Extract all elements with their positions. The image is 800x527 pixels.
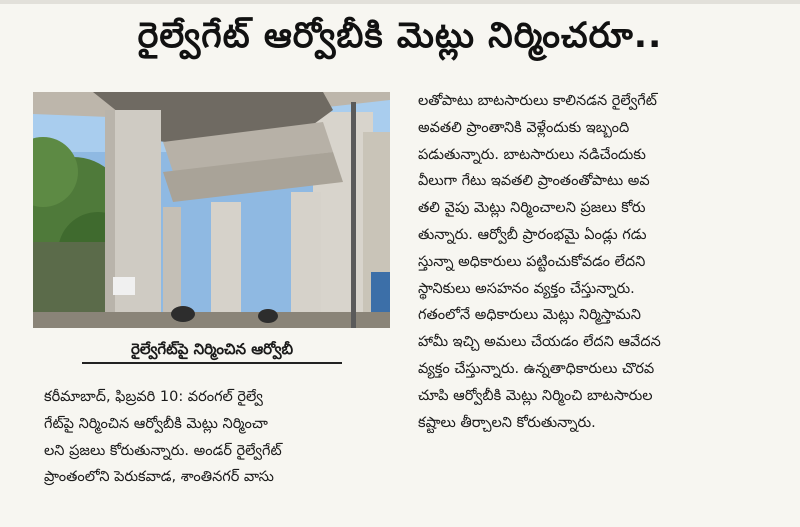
right-line-9: గతంలోనే అధికారులు మెట్లు నిర్మిస్తామని xyxy=(418,307,641,324)
right-line-10: హామీ ఇచ్చి అమలు చేయడం లేదని ఆవేదన xyxy=(418,334,661,351)
right-line-6: తున్నారు. ఆర్వోబీ ప్రారంభమై ఏండ్లు గడు xyxy=(418,226,647,243)
article-headline: రైల్వేగేట్ ఆర్వోబీకి మెట్లు నిర్మించరూ.. xyxy=(137,16,663,56)
right-line-3: పడుతున్నారు. బాటసారులు నడిచేందుకు xyxy=(418,146,646,163)
right-line-8: స్థానికులు అసహనం వ్యక్తం చేస్తున్నారు. xyxy=(418,280,635,297)
photo-caption: రైల్వేగేట్‌పై నిర్మించిన ఆర్వోబీ xyxy=(82,336,342,364)
left-line-3: లని ప్రజలు కోరుతున్నారు. అండర్ రైల్వేగేట్ xyxy=(44,442,282,459)
right-line-5: తలి వైపు మెట్లు నిర్మించాలని ప్రజలు కోరు xyxy=(418,200,646,217)
right-line-4: వీలుగా గేటు ఇవతలి ప్రాంతంతోపాటు అవ xyxy=(418,173,650,190)
right-line-13: కష్టాలు తీర్చాలని కోరుతున్నారు. xyxy=(418,414,596,431)
right-line-1: లతోపాటు బాటసారులు కాలినడన రైల్వేగేట్ xyxy=(418,93,657,109)
top-edge-strip xyxy=(0,0,800,4)
right-line-12: చూపి ఆర్వోబీకి మెట్లు నిర్మించి బాటసారుల xyxy=(418,387,653,404)
left-line-1: కరీమాబాద్, ఫిబ్రవరి 10: వరంగల్ రైల్వే xyxy=(44,389,263,405)
article-right-column xyxy=(418,88,790,436)
news-photo-rob xyxy=(33,92,390,328)
left-line-4: ప్రాంతంలోని పెరుకవాడ, శాంతినగర్ వాసు xyxy=(44,469,274,486)
right-line-2: అవతలి ప్రాంతానికి వెళ్లేందుకు ఇబ్బంది xyxy=(418,119,630,136)
left-line-2: గేట్‌పై నిర్మించిన ఆర్వోబీకి మెట్లు నిర్మించా xyxy=(44,415,268,432)
article-left-column xyxy=(44,384,396,491)
right-line-11: వ్యక్తం చేస్తున్నారు. ఉన్నతాధికారులు చొరవ xyxy=(418,360,655,377)
right-line-7: స్తున్నా అధికారులు పట్టించుకోవడం లేదని xyxy=(418,253,646,270)
